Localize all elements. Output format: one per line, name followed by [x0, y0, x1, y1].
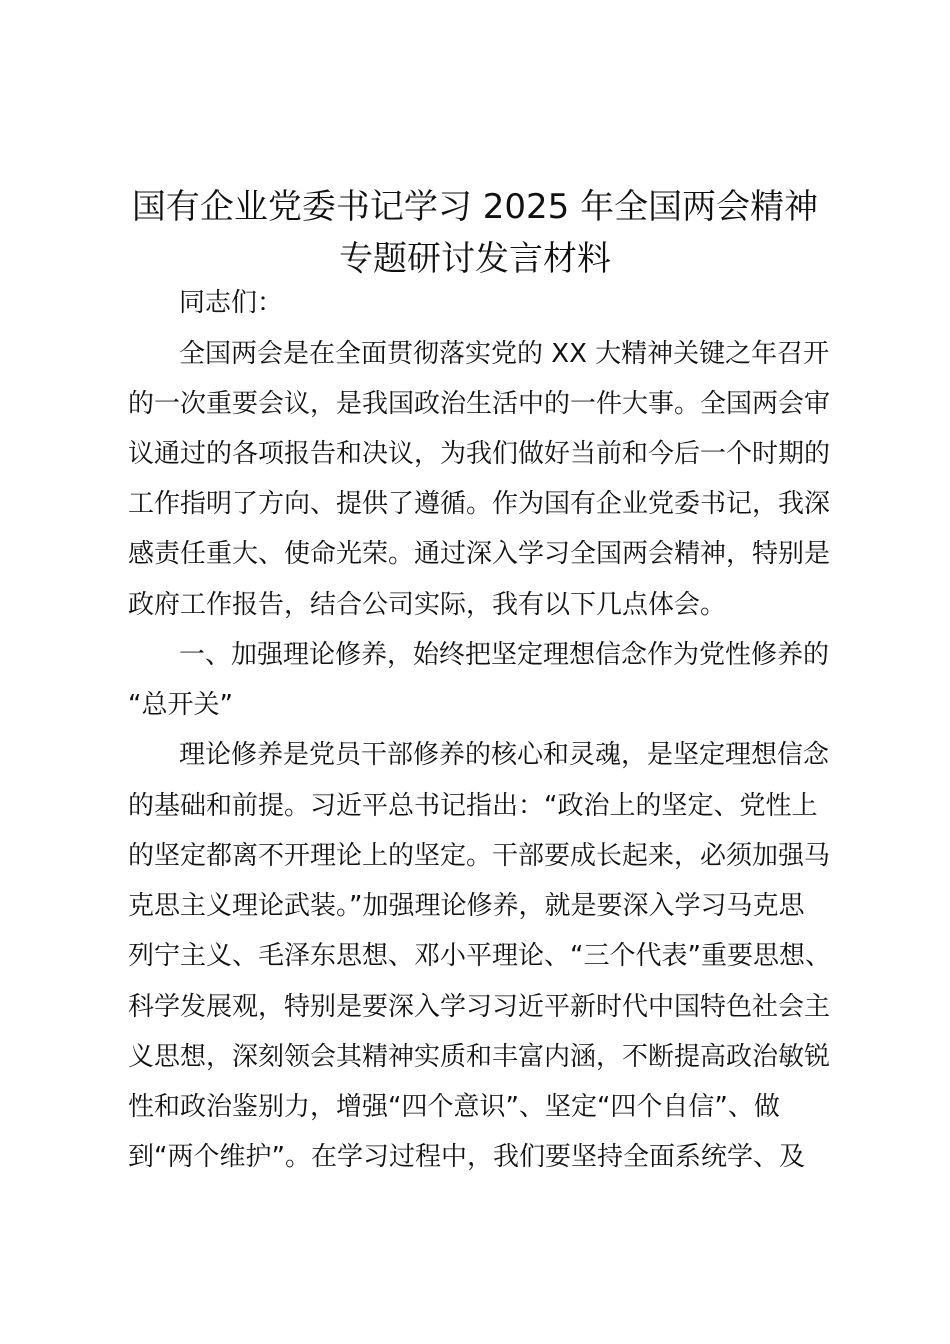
paragraph-line: 的基础和前提。习近平总书记指出：“政治上的坚定、党性上 — [128, 791, 818, 821]
paragraph-line: 理论修养是党员干部修养的核心和灵魂，是坚定理想信念 — [179, 740, 830, 770]
paragraph-line: 感责任重大、使命光荣。通过深入学习全国两会精神，特别是 — [128, 539, 831, 569]
paragraph-line: 到“两个维护”。在学习过程中，我们要坚持全面系统学、及 — [128, 1142, 805, 1172]
paragraph-line: 全国两会是在全面贯彻落实党的 XX 大精神关键之年召开 — [179, 339, 830, 369]
paragraph-line: 政府工作报告，结合公司实际，我有以下几点体会。 — [128, 590, 727, 620]
paragraph-line: 议通过的各项报告和决议，为我们做好当前和今后一个时期的 — [128, 439, 831, 469]
paragraph-line: 义思想，深刻领会其精神实质和丰富内涵，不断提高政治敏锐 — [128, 1042, 831, 1072]
paragraph-line: 列宁主义、毛泽东思想、邓小平理论、“三个代表”重要思想、 — [128, 941, 831, 971]
paragraph-line: 的一次重要会议，是我国政治生活中的一件大事。全国两会审 — [128, 389, 831, 419]
section-heading-line: 一、加强理论修养，始终把坚定理想信念作为党性修养的 — [179, 640, 830, 670]
paragraph-line: 克思主义理论武装。”加强理论修养，就是要深入学习马克思 — [128, 891, 805, 921]
salutation: 同志们： — [179, 288, 284, 318]
paragraph-line: 科学发展观，特别是要深入学习习近平新时代中国特色社会主 — [128, 992, 831, 1022]
paragraph-line: 工作指明了方向、提供了遵循。作为国有企业党委书记，我深 — [128, 489, 831, 519]
document-title-line-1: 国有企业党委书记学习 2025 年全国两会精神 — [131, 187, 819, 227]
paragraph-line: 的坚定都离不开理论上的坚定。干部要成长起来，必须加强马 — [128, 841, 831, 871]
paragraph-line: 性和政治鉴别力，增强“四个意识”、坚定“四个自信”、做 — [128, 1092, 780, 1122]
section-heading-line: “总开关” — [128, 690, 233, 720]
document-title-line-2: 专题研讨发言材料 — [339, 239, 611, 279]
